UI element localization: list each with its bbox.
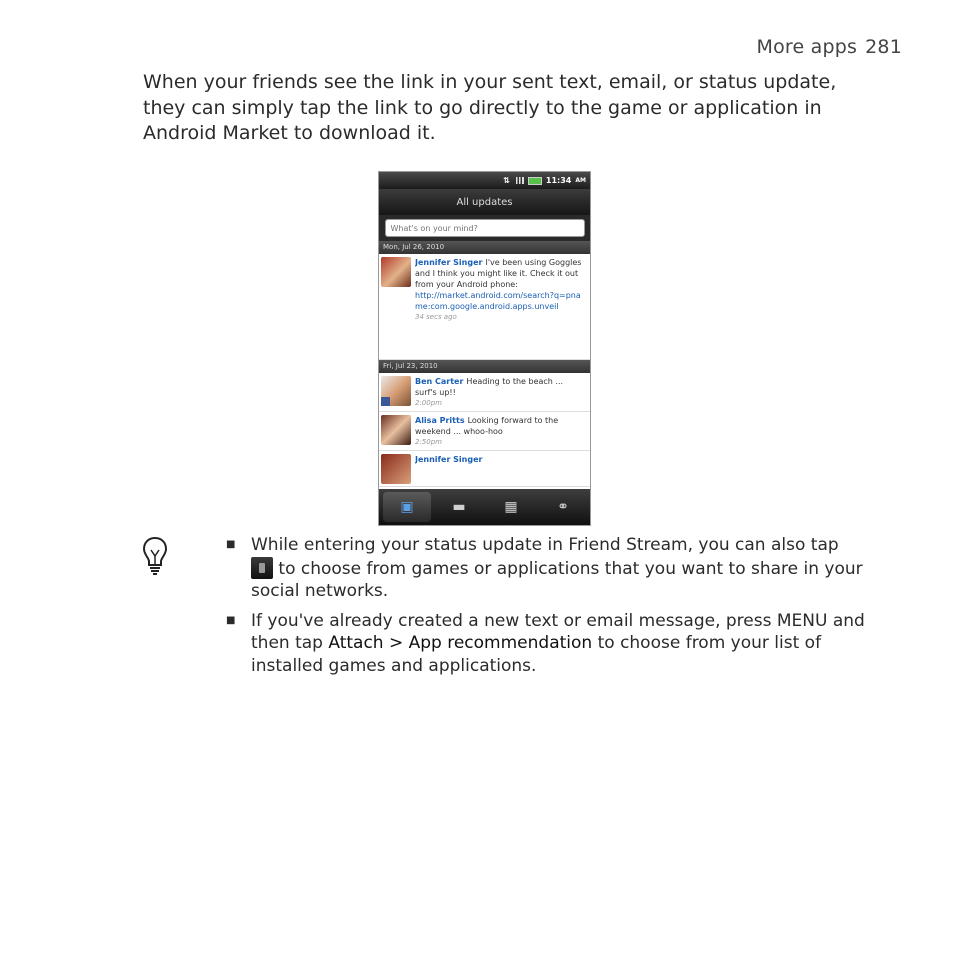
bullet-marker: ■ (226, 614, 236, 626)
status-time: 11:34 (545, 176, 572, 185)
post-author[interactable]: Alisa Pritts (415, 416, 465, 425)
status-bar (379, 172, 590, 189)
lightbulb-icon (142, 536, 168, 576)
avatar (381, 376, 411, 406)
photos-icon: ▦ (504, 499, 518, 515)
list-item[interactable] (379, 373, 590, 412)
tip-list (226, 534, 866, 684)
avatar (381, 415, 411, 445)
bullet-marker: ■ (226, 539, 236, 550)
sync-icon: ⇅ (503, 176, 510, 185)
tip-item (226, 610, 866, 678)
tip-text: to choose from games or applications that you want to share in your social networks. (251, 558, 863, 601)
post-text: Looking forward to the weekend ... whoo-hoo (415, 416, 559, 436)
post-time: 2:00pm (415, 399, 442, 407)
tip-text: to choose from your list of installed games and applications. (251, 633, 822, 676)
tab-links[interactable] (539, 492, 587, 522)
tab-status[interactable] (435, 492, 483, 522)
facebook-icon (381, 397, 390, 406)
link-icon: ⚭ (557, 499, 569, 515)
battery-icon (528, 177, 542, 185)
post-text: Heading to the beach ... surf's up!! (415, 377, 564, 397)
updates-icon: ▣ (400, 499, 414, 515)
signal-icon (514, 177, 524, 184)
app-recommendation-icon (251, 557, 273, 579)
post-author[interactable]: Ben Carter (415, 377, 464, 386)
intro-paragraph: When your friends see the link in your sent text, email, or status update, they can simply tap the link to go directly to the game or application in Android Market to download it. (143, 71, 837, 144)
screen-title: All updates (379, 189, 590, 215)
list-item[interactable] (379, 254, 590, 360)
post-author[interactable]: Jennifer Singer (415, 258, 483, 267)
list-item[interactable] (379, 412, 590, 451)
post-time: 34 secs ago (415, 313, 457, 321)
date-header: Mon, Jul 26, 2010 (379, 241, 590, 254)
avatar (381, 454, 411, 484)
post-time: 2:50pm (415, 438, 442, 446)
section-title: More apps (756, 36, 858, 58)
tip-text: If you've already created a new text or email message, press MENU and then tap (251, 610, 865, 653)
status-input[interactable] (385, 219, 585, 237)
tip-item (226, 534, 866, 603)
status-ampm: AM (575, 177, 586, 184)
composer-bar (379, 215, 590, 241)
post-author[interactable]: Jennifer Singer (415, 455, 483, 464)
tab-all-updates[interactable] (383, 492, 431, 522)
page-number: 281 (865, 36, 902, 58)
post-link[interactable]: http://market.android.com/search?q=pname:com.google.android.apps.unveil (415, 291, 581, 311)
page-header (757, 36, 902, 58)
tip-text: While entering your status update in Friend Stream, you can also tap (251, 535, 839, 555)
date-header: Fri, Jul 23, 2010 (379, 360, 590, 373)
bottom-tab-bar (379, 489, 590, 525)
post-text: I've been using Goggles and I think you might like it. Check it out from your Android phone: (415, 258, 582, 289)
list-item[interactable] (379, 451, 590, 487)
menu-path: Attach > App recommendation (328, 633, 593, 653)
tab-photos[interactable] (487, 492, 535, 522)
avatar (381, 257, 411, 287)
phone-screenshot (378, 171, 591, 526)
status-icon: ▬ (452, 499, 466, 515)
